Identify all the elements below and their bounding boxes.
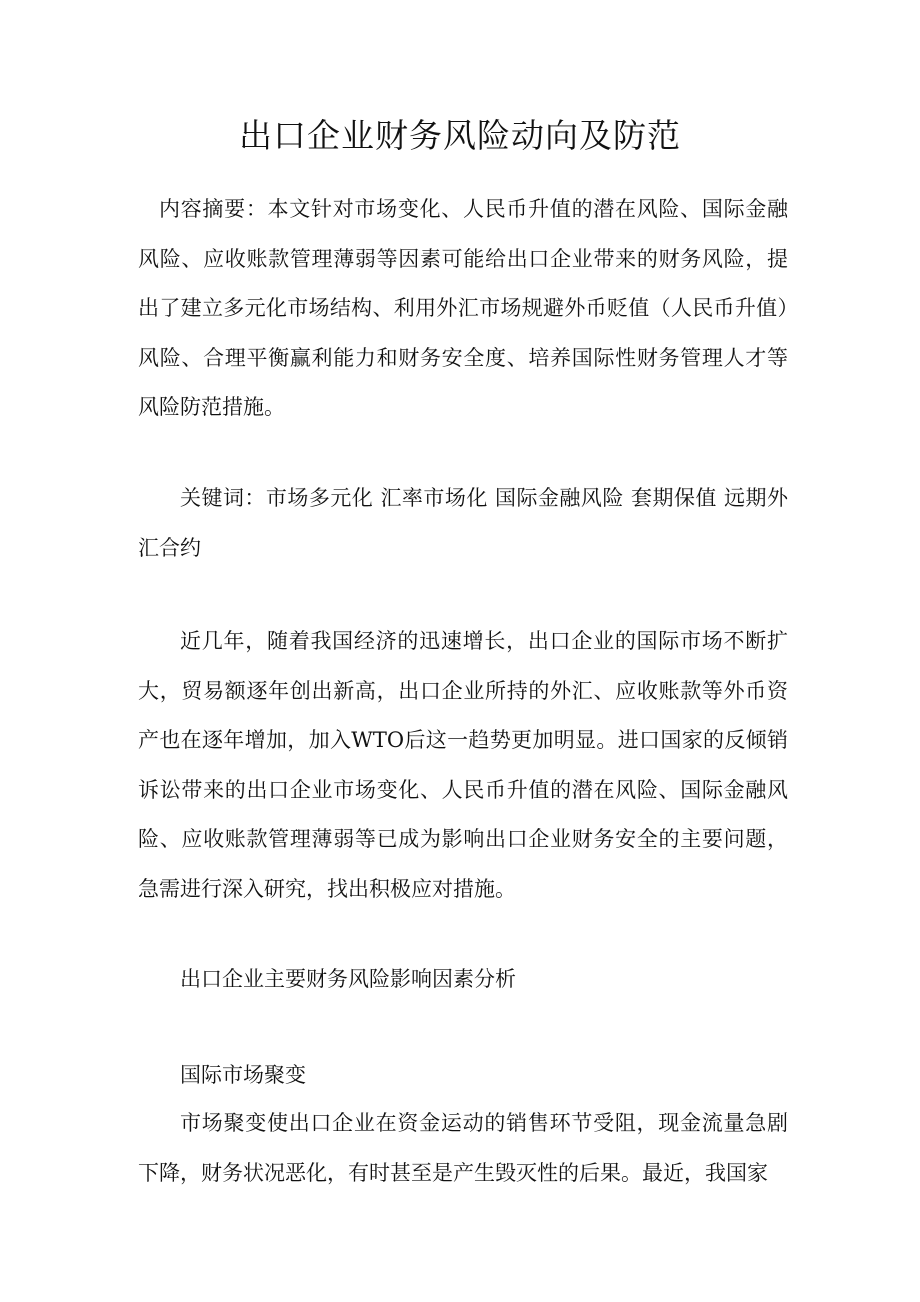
intro-paragraph: 近几年，随着我国经济的迅速增长，出口企业的国际市场不断扩大，贸易额逐年创出新高，出口企业所持的外汇、应收账款等外币资产也在逐年增加，加入WTO后这一趋势更加明显。进口国家的反倾销诉讼带来的出口企业市场变化、人民币升值的潜在风险、国际金融风险、应收账款管理薄弱等已成为影响出口企业财务安全的主要问题，急需进行深入研究，找出积极应对措施。 — [138, 629, 788, 901]
subsection-heading: 国际市场聚变 — [180, 1063, 306, 1087]
abstract-paragraph: 内容摘要：本文针对市场变化、人民币升值的潜在风险、国际金融风险、应收账款管理薄弱等因素可能给出口企业带来的财务风险，提出了建立多元化市场结构、利用外汇市场规避外币贬值（人民币升值）风险、合理平衡赢利能力和财务安全度、培养国际性财务管理人才等风险防范措施。 — [138, 197, 788, 419]
subsection-paragraph: 市场聚变使出口企业在资金运动的销售环节受阻，现金流量急剧下降，财务状况恶化，有时甚至是产生毁灭性的后果。最近，我国家 — [138, 1111, 788, 1185]
document-title: 出口企业财务风险动向及防范 — [239, 116, 681, 155]
keywords-paragraph: 关键词：市场多元化 汇率市场化 国际金融风险 套期保值 远期外汇合约 — [138, 486, 788, 560]
section-heading: 出口企业主要财务风险影响因素分析 — [180, 967, 516, 991]
